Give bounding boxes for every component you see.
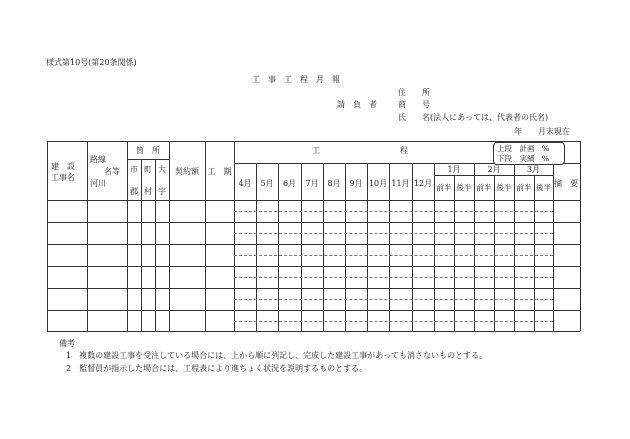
month-header: 6月 [282,179,297,188]
summary-header: 摘 要 [554,179,578,188]
legend-actual: 下段 実績 % [497,154,550,163]
route-header-b: 名等 [104,167,120,176]
column-line [580,141,581,331]
quarter-month-header: 3月 [526,165,541,174]
quarter-month-header: 1月 [447,165,461,174]
project-name-header [48,161,78,183]
half-month-header: 前半 [476,183,492,192]
half-month-header: 後半 [496,183,512,192]
plan-actual-divider [234,211,553,212]
month-header: 4月 [238,179,252,188]
period-header: 工 期 [207,167,232,176]
address-label: 住 所 [398,88,430,97]
half-column [553,163,554,331]
half-month-header: 前半 [516,183,532,192]
city-header-top: 市 [130,165,138,174]
month-column [367,163,368,331]
quarter-month-header: 2月 [487,165,501,174]
contract-amount-header: 契約額 [175,167,199,176]
location-sub-column [141,159,142,331]
city-header-bottom: 郡 [130,187,138,196]
route-header-c: 河川 [90,179,106,188]
row-line [47,331,580,332]
plan-actual-divider [234,277,553,278]
month-header: 7月 [305,179,319,188]
route-header-a: 路線 [90,155,106,164]
town-header-bottom: 村 [144,187,152,196]
location-sub-line [127,159,169,160]
half-month-header: 後半 [456,183,472,192]
half-month-header: 前半 [436,183,452,192]
month-column [389,163,390,331]
location-header: 箇 所 [136,146,160,155]
month-column [345,163,346,331]
month-header: 8月 [327,179,341,188]
project-name-header-line2: 工事名 [51,173,75,182]
aza-header-bottom: 字 [158,187,166,196]
aza-header-top: 大 [158,165,166,174]
column-line [87,141,88,331]
half-column [494,175,495,331]
month-header: 9月 [349,179,363,188]
month-header: 10月 [368,179,388,188]
month-column [323,163,324,331]
month-header: 12月 [413,179,433,188]
note-item-1: 1 複数の建設工事を受注している場合には、上から順に列記し、完成した建設工事があっても消さないものとする。 [66,351,488,360]
plan-actual-divider [234,233,553,234]
plan-actual-divider [234,321,553,322]
as-of-date: 年 月末現在 [514,127,570,136]
form-label: 様式第10号(第20条関係) [46,58,137,67]
trade-name-label: 商 号 [398,100,430,109]
month-header: 5月 [260,179,274,188]
month-column [301,163,302,331]
page-title: 工 事 工 程 月 報 [252,75,340,84]
month-column [412,163,413,331]
contractor-label: 請 負 者 [337,100,377,109]
location-sub-column [155,159,156,331]
notes-heading: 備考 [59,339,75,348]
project-name-header-line1: 建 設 [51,162,75,171]
month-column [256,163,257,331]
plan-actual-divider [234,299,553,300]
half-month-header: 後半 [536,183,551,192]
month-column [234,163,235,331]
half-column [534,175,535,331]
legend-plan: 上段 計画 % [497,144,550,153]
month-header: 11月 [391,179,410,188]
schedule-header: 工 程 [312,146,408,155]
town-header-top: 町 [144,165,152,174]
name-label: 氏 名(法人にあっては、代表者の氏名) [398,113,549,122]
plan-actual-divider [234,255,553,256]
note-item-2: 2 監督員が指示した場合には、工程表により進ちょく状況を説明するものとする。 [66,364,368,373]
month-column [278,163,279,331]
half-column [454,175,455,331]
